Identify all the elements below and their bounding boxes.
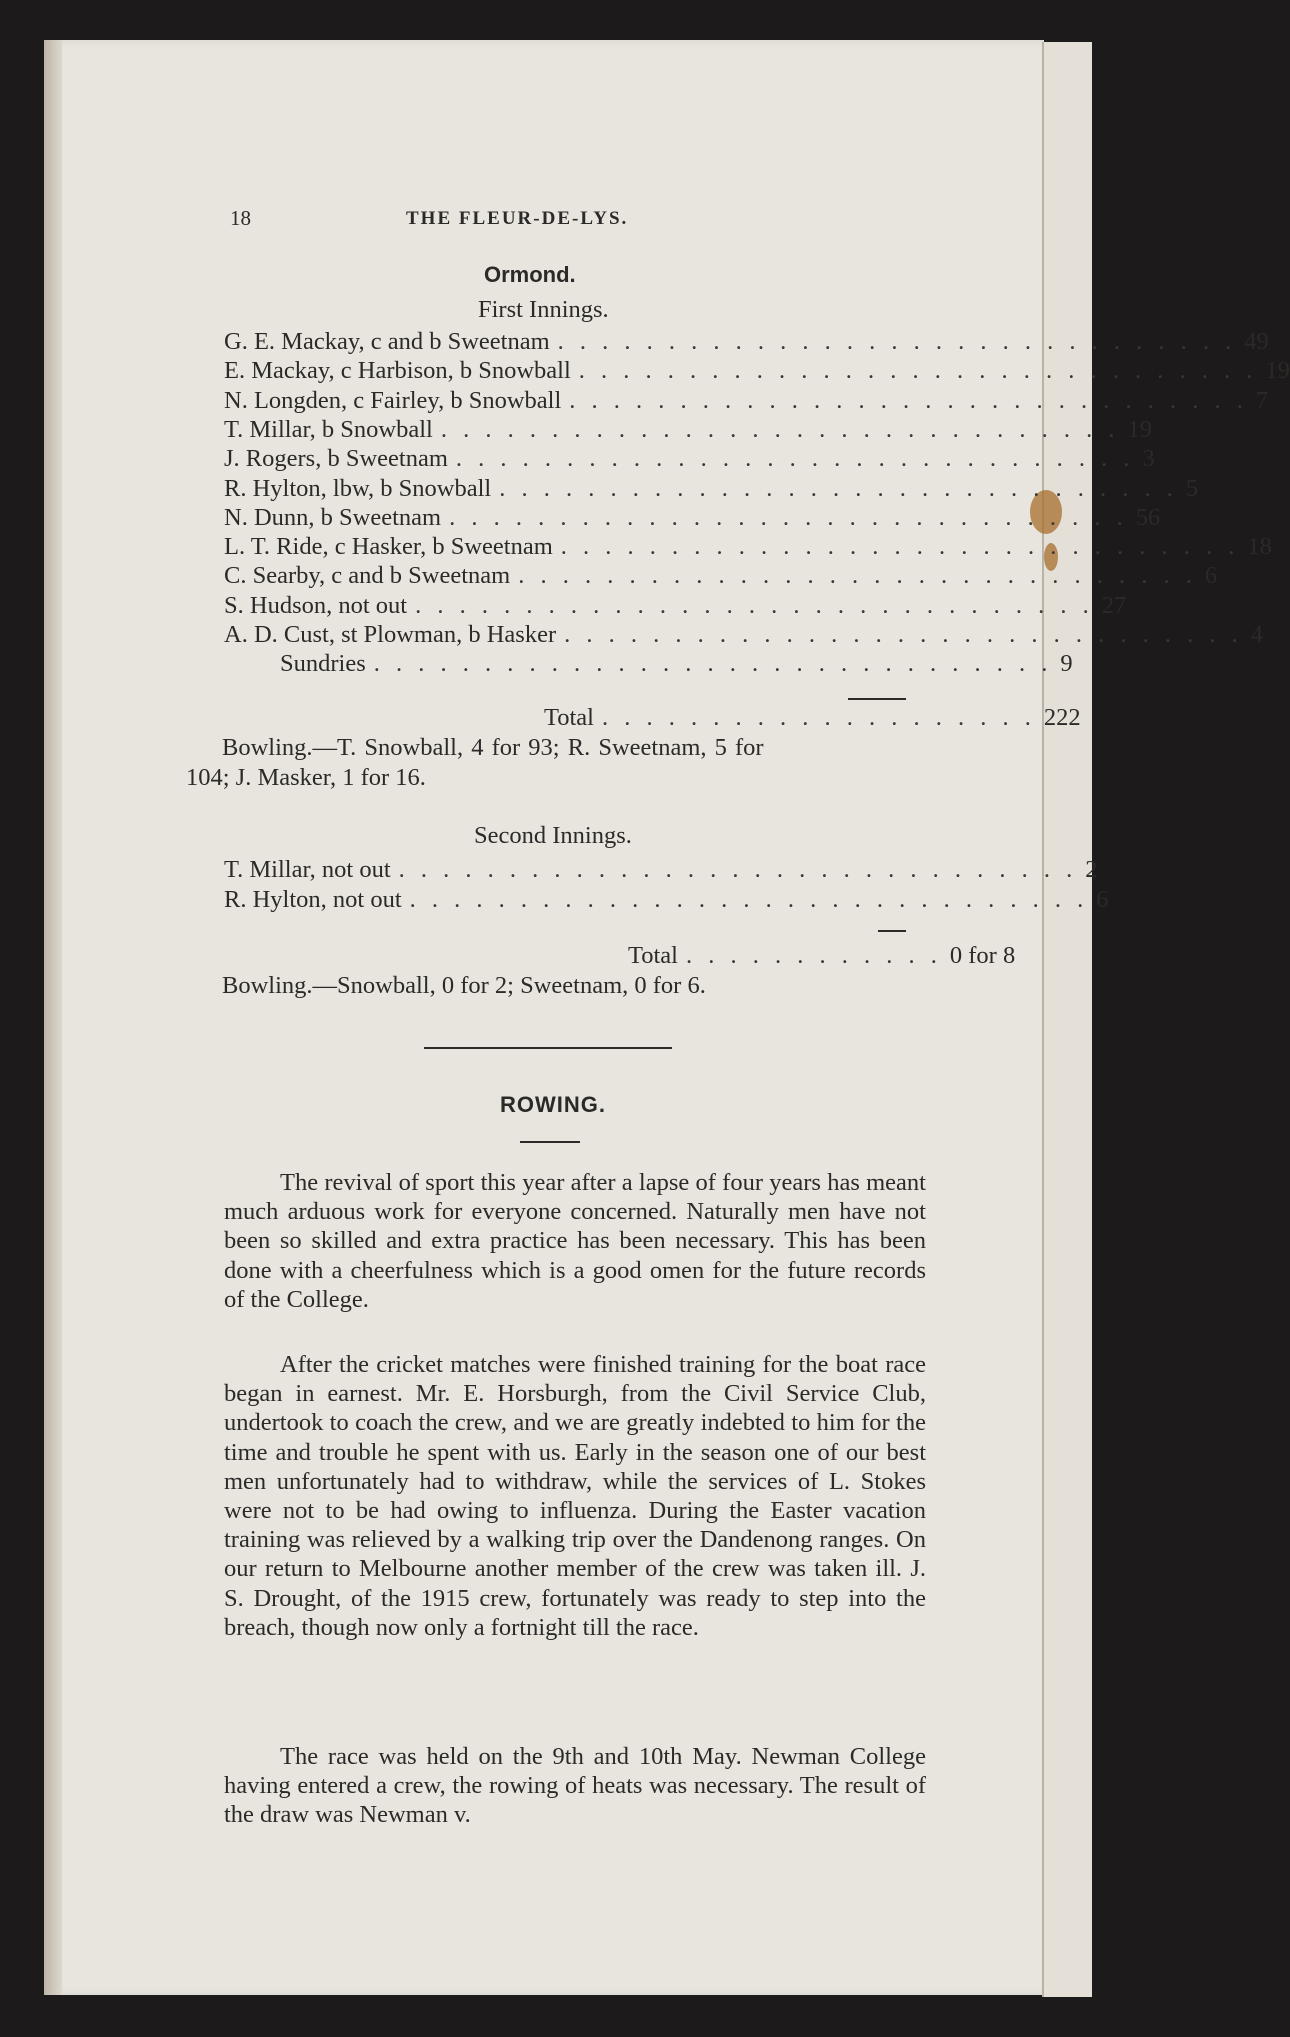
heading-underline xyxy=(520,1141,580,1143)
leader-dots: . . . . . . . . . . . . . . . . . . . . . . . . . . . . . . . xyxy=(518,562,1197,590)
leader-dots: . . . . . . . . . . . . . . . . . . . . xyxy=(602,704,1036,731)
first-innings-total xyxy=(544,704,1081,734)
running-title: THE FLEUR-DE-LYS. xyxy=(406,208,629,229)
runs-score: 5 xyxy=(1185,474,1199,502)
runs-score: 19 xyxy=(1127,415,1152,443)
batsman-name: Sundries xyxy=(280,650,366,678)
batsman-name: A. D. Cust, st Plowman, b Hasker xyxy=(224,621,557,648)
leader-dots: . . . . . . . . . . . . . . . . . . . . . . . . . . . . . . . xyxy=(557,328,1237,355)
batsman-name: S. Hudson, not out xyxy=(224,591,408,619)
bowling-first-line1: Bowling.—T. Snowball, 4 for 93; R. Sweetnam, 5 for xyxy=(222,734,764,761)
leader-dots: . . . . . . . . . . . . . . . . . . . . . . . . . . . . . . . xyxy=(569,386,1248,414)
leader-dots: . . . . . . . . . . . . . . . . . . . . . . . . . . . . . . . xyxy=(499,474,1178,502)
score-row xyxy=(224,415,1152,446)
total-rule xyxy=(878,930,906,932)
score-row xyxy=(224,386,1269,417)
first-innings-subheading: First Innings. xyxy=(478,296,609,323)
runs-score: 3 xyxy=(1142,445,1155,473)
batsman-name: E. Mackay, c Harbison, b Snowball xyxy=(224,357,571,385)
batsman-name: T. Millar, not out xyxy=(224,856,391,883)
rowing-paragraph-1: The revival of sport this year after a lapse of four years has meant much arduous work for everyone concerned. Naturally men have not been so skilled and extra practice has been necessary. This has been done with a cheerfulness which is a good omen for the future records of the College. xyxy=(224,1169,926,1313)
section-heading-ormond: Ormond. xyxy=(484,262,576,287)
score-row xyxy=(224,885,1109,916)
total-value: 222 xyxy=(1043,704,1081,731)
batsman-name: C. Searby, c and b Sweetnam xyxy=(224,562,511,590)
score-row xyxy=(224,562,1218,592)
leader-dots: . . . . . . . . . . . . . . . . . . . . . . . . . . . . . . . xyxy=(578,357,1258,385)
batsman-name: N. Longden, c Fairley, b Snowball xyxy=(224,386,562,414)
score-row xyxy=(224,328,1269,358)
batsman-name: R. Hylton, lbw, b Snowball xyxy=(224,474,492,502)
runs-score: 7 xyxy=(1255,386,1269,414)
batsman-name: J. Rogers, b Sweetnam xyxy=(224,445,448,473)
runs-score: 49 xyxy=(1244,328,1269,355)
second-innings-total xyxy=(628,942,1016,972)
score-row xyxy=(224,445,1155,475)
runs-score: 4 xyxy=(1250,621,1263,648)
score-row xyxy=(224,591,1127,622)
score-row xyxy=(224,856,1098,886)
rowing-paragraph-2: After the cricket matches were finished training for the boat race began in earnest. Mr. E. Horsburgh, from the Civil Service Club, undertook to coach the crew, and we are greatly indebted to him for the time and trouble he spent with us. Early in the season one of our best men unfortunately had to withdraw, while the services of L. Stokes were not to be had owing to influenza. During the Easter vacation training was relieved by a walking trip over the Dandenong ranges. On our return to Melbourne another member of the crew was taken ill. J. S. Drought, of the 1915 crew, fortunately was ready to step into the breach, though now only a fortnight till the race. xyxy=(224,1351,926,1641)
score-row xyxy=(224,503,1161,534)
batsman-name: L. T. Ride, c Hasker, b Sweetnam xyxy=(224,533,553,561)
score-row xyxy=(224,474,1199,505)
runs-score: 56 xyxy=(1135,503,1161,531)
score-row xyxy=(224,357,1290,387)
runs-score: 19 xyxy=(1265,357,1290,385)
runs-score: 18 xyxy=(1247,533,1272,561)
runs-score: 27 xyxy=(1101,591,1127,619)
score-row xyxy=(224,621,1263,651)
runs-score: 2 xyxy=(1085,856,1098,883)
second-innings-subheading: Second Innings. xyxy=(474,822,632,849)
score-row xyxy=(280,650,1073,680)
leader-dots: . . . . . . . . . . . . . . . . . . . . . . . . . . . . . . . xyxy=(564,621,1243,648)
section-divider xyxy=(424,1047,672,1049)
batsman-name: N. Dunn, b Sweetnam xyxy=(224,503,442,531)
leader-dots: . . . . . . . . . . . . . . . . . . . . . . . . . . . . . . . xyxy=(455,445,1135,473)
batsman-name: G. E. Mackay, c and b Sweetnam xyxy=(224,328,550,355)
leader-dots: . . . . . . . . . . . . . . . . . . . . . . . . . . . . . . . xyxy=(398,856,1078,883)
leader-dots: . . . . . . . . . . . . . . . . . . . . . . . . . . . . . . . xyxy=(560,533,1240,561)
bowling-first-line2: 104; J. Masker, 1 for 16. xyxy=(186,764,426,791)
leader-dots: . . . . . . . . . . . . . . . . . . . . . . . . . . . . . . . xyxy=(449,503,1128,531)
total-rule xyxy=(848,698,906,700)
total-label: Total xyxy=(544,704,594,731)
batsman-name: R. Hylton, not out xyxy=(224,885,402,913)
score-row xyxy=(224,533,1272,563)
leader-dots: . . . . . . . . . . . . . . . . . . . . . . . . . . . . . . . xyxy=(373,650,1053,678)
leader-dots: . . . . . . . . . . . . . . . . . . . . . . . . . . . . . . . xyxy=(440,415,1120,443)
runs-score: 6 xyxy=(1204,562,1218,590)
section-heading-rowing: ROWING. xyxy=(500,1092,606,1117)
runs-score: 9 xyxy=(1060,650,1073,678)
rowing-paragraph-3: The race was held on the 9th and 10th May. Newman College having entered a crew, the rowing of heats was necessary. The result of the draw was Newman v. xyxy=(224,1743,926,1829)
page-edge xyxy=(44,40,62,1995)
leader-dots: . . . . . . . . . . . . xyxy=(686,942,942,969)
total-value: 0 for 8 xyxy=(949,942,1016,969)
leader-dots: . . . . . . . . . . . . . . . . . . . . . . . . . . . . . . . xyxy=(409,885,1089,913)
total-label: Total xyxy=(628,942,678,969)
batsman-name: T. Millar, b Snowball xyxy=(224,415,433,443)
page-number: 18 xyxy=(230,206,251,230)
runs-score: 6 xyxy=(1096,885,1109,913)
bowling-second: Bowling.—Snowball, 0 for 2; Sweetnam, 0 for 6. xyxy=(222,972,706,999)
leader-dots: . . . . . . . . . . . . . . . . . . . . . . . . . . . . . . . xyxy=(415,591,1094,619)
